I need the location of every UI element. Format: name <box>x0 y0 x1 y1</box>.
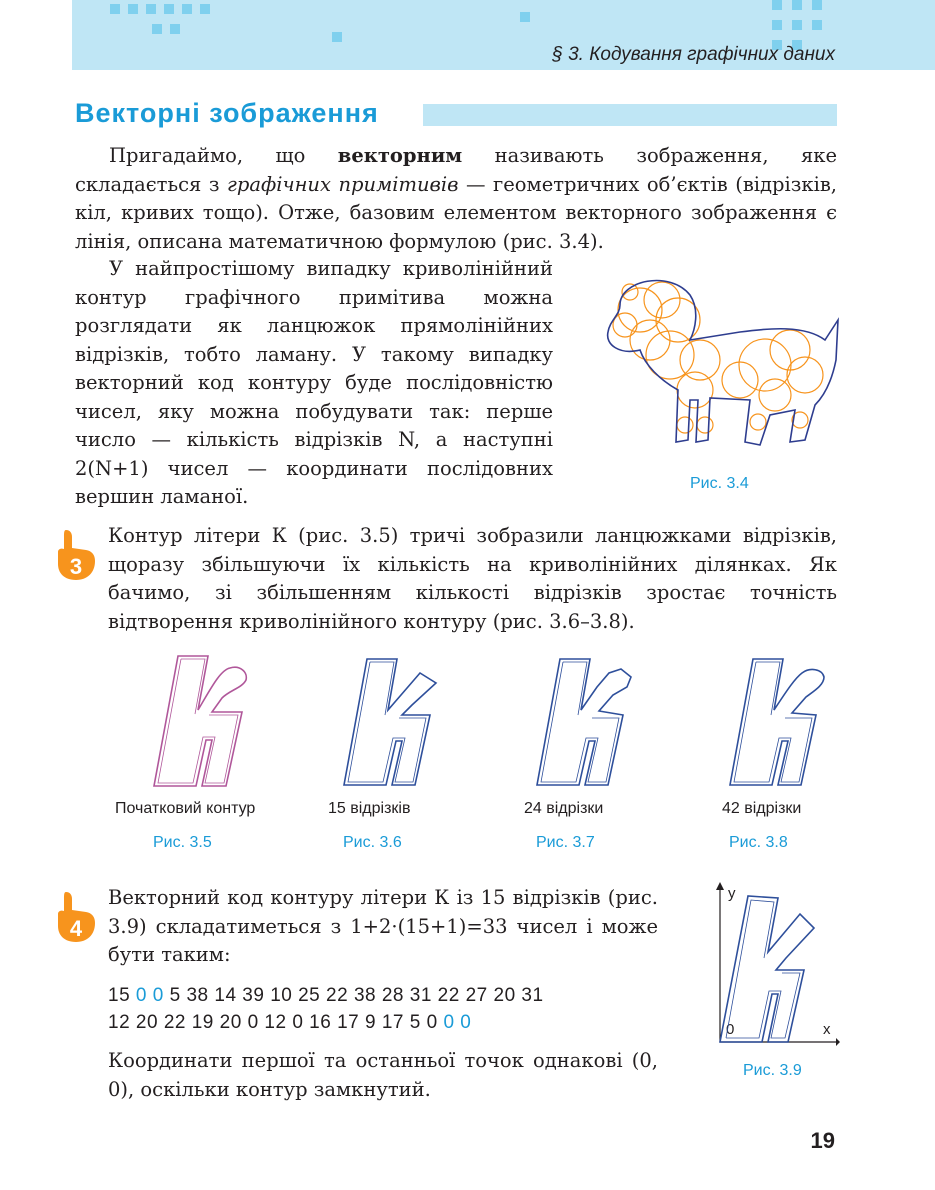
figure-3-8-caption: Рис. 3.8 <box>729 834 788 851</box>
header-title: § 3. Кодування графічних даних <box>552 44 835 65</box>
figure-3-7-letter <box>535 655 635 790</box>
figure-3-5-label: Початковий контур <box>115 800 256 817</box>
figure-3-4-caption: Рис. 3.4 <box>690 475 749 492</box>
origin-label: 0 <box>726 1021 735 1038</box>
figure-3-8-label: 42 відрізки <box>722 800 802 817</box>
section-title-bar <box>423 104 837 126</box>
step-4-number: 4 <box>69 916 83 941</box>
vector-code-line-2: 12 20 22 19 20 0 12 0 16 17 9 17 5 0 0 0 <box>108 1012 472 1033</box>
axis-x-label: x <box>823 1021 831 1038</box>
figure-3-7-label: 24 відрізки <box>524 800 604 817</box>
figure-3-6-label: 15 відрізків <box>328 800 411 817</box>
intro-paragraph: Пригадаймо, що векторним називають зображення, яке складається з графічних примітивів — геометричних об’єктів (відрізків, кіл, кривих тощо). Отже, базовим елементом векторного зображення є лінія, описана математичною формулою (рис. 3.4). <box>75 144 837 253</box>
figure-3-9-caption: Рис. 3.9 <box>743 1062 802 1079</box>
vector-code-line-1: 15 0 0 5 38 14 39 10 25 22 38 28 31 22 27 20 31 <box>108 985 544 1006</box>
step-3-number: 3 <box>69 554 83 579</box>
step-4-paragraph: Векторний код контуру літери К із 15 відрізків (рис. 3.9) складатиметься з 1+2·(15+1)=33 чисел і може бути таким: <box>108 886 658 966</box>
figure-3-8-letter <box>728 655 828 790</box>
figure-3-6-caption: Рис. 3.6 <box>343 834 402 851</box>
conclusion-paragraph: Координати першої та останньої точок однакові (0, 0), оскільки контур замкнутий. <box>108 1049 658 1101</box>
page-header <box>72 0 935 70</box>
polyline-paragraph: У найпростішому випадку криволінійний контур графічного примітива можна розглядати як ланцюжок прямолінійних відрізків, тобто ламану. У такому випадку векторний код контуру буде послідовністю чисел, яку можна побудувати так: перше число — кількість відрізків N, а наступні 2(N+1) чисел — координати послідовних вершин ламаної. <box>75 257 553 508</box>
section-title: Векторні зображення <box>75 98 379 128</box>
figure-3-6-letter <box>342 655 442 790</box>
figure-3-9-letter-axes <box>708 880 840 1050</box>
hand-step-4-icon <box>52 890 98 944</box>
axis-y-label: y <box>728 885 736 902</box>
figure-3-5-caption: Рис. 3.5 <box>153 834 212 851</box>
step-3-paragraph: Контур літери К (рис. 3.5) тричі зобразили ланцюжками відрізків, щоразу збільшуючи їх кількість на криволінійних ділянках. Як бачимо, зі збільшенням кількості відрізків зростає точність відтворення криволінійного контуру (рис. 3.6–3.8). <box>108 524 837 633</box>
page-number: 19 <box>810 1128 835 1153</box>
figure-3-7-caption: Рис. 3.7 <box>536 834 595 851</box>
figure-3-5-letter <box>150 650 255 790</box>
figure-3-4-dog <box>600 270 840 460</box>
hand-step-3-icon <box>52 528 98 582</box>
